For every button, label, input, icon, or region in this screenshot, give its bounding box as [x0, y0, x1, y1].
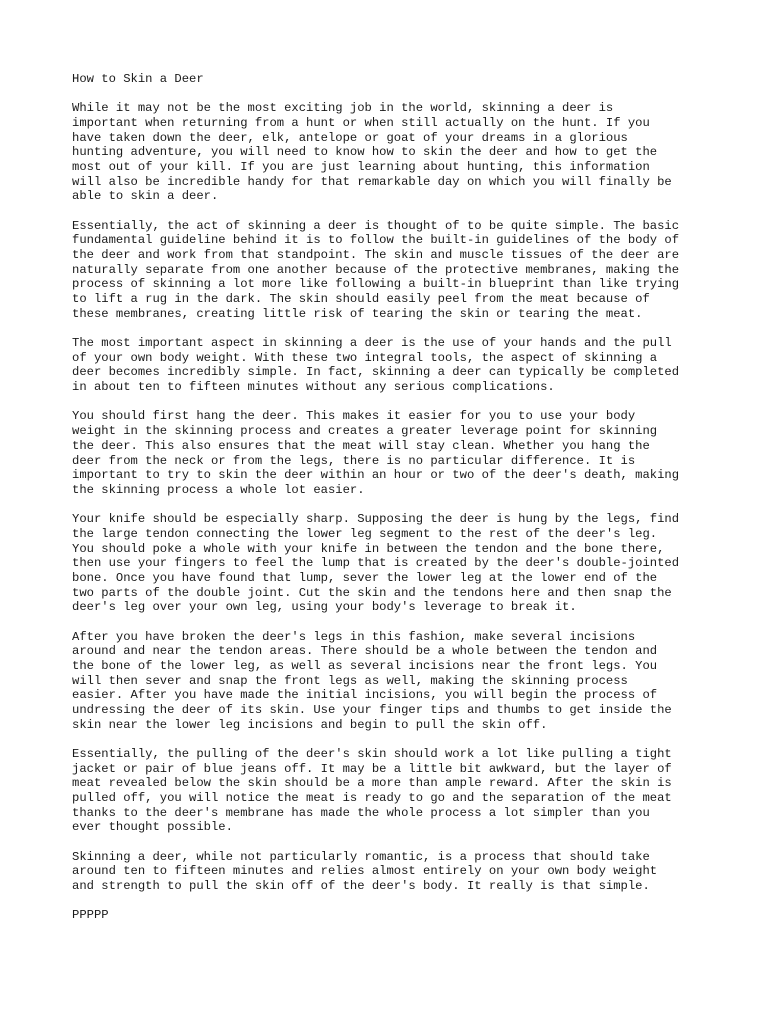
- paragraph: [72, 747, 712, 835]
- paragraph-line: around and near the tendon areas. There should be a whole between the tendon and: [72, 644, 658, 659]
- paragraph-line: deer becomes incredibly simple. In fact, skinning a deer can typically be completed: [72, 365, 680, 380]
- document-footer-block: [72, 908, 712, 923]
- paragraph-line: naturally separate from one another because of the protective membranes, making the: [72, 262, 680, 277]
- paragraph-line: thanks to the deer's membrane has made the whole process a lot simpler than you: [72, 805, 650, 820]
- paragraph-line: ever thought possible.: [72, 820, 233, 835]
- paragraph-line: most out of your kill. If you are just learning about hunting, this information: [72, 160, 650, 175]
- paragraph-line: pulled off, you will notice the meat is ready to go and the separation of the meat: [72, 791, 672, 806]
- paragraph-line: Skinning a deer, while not particularly romantic, is a process that should take: [72, 849, 650, 864]
- paragraph-line: You should poke a whole with your knife in between the tendon and the bone there,: [72, 541, 665, 556]
- paragraph-line: these membranes, creating little risk of tearing the skin or tearing the meat.: [72, 306, 643, 321]
- paragraph: [72, 512, 712, 615]
- paragraph-line: undressing the deer of its skin. Use your finger tips and thumbs to get inside the: [72, 703, 672, 717]
- paragraph-line: around ten to fifteen minutes and relies almost entirely on your own body weight: [72, 864, 658, 879]
- paragraph-line: The most important aspect in skinning a deer is the use of your hands and the pull: [72, 336, 672, 351]
- paragraph-line: have taken down the deer, elk, antelope or goat of your dreams in a glorious: [72, 130, 628, 145]
- paragraph-line: two parts of the double joint. Cut the skin and the tendons here and then snap the: [72, 585, 672, 600]
- paragraph-line: important when returning from a hunt or when still actually on the hunt. If you: [72, 115, 650, 130]
- paragraph-line: the deer. This also ensures that the meat will stay clean. Whether you hang the: [72, 438, 650, 453]
- paragraph-line: deer from the neck or from the legs, there is no particular difference. It is: [72, 453, 636, 468]
- document-footer-text: PPPPP: [72, 908, 109, 923]
- paragraph-line: skin near the lower leg incisions and begin to pull the skin off.: [72, 717, 548, 732]
- paragraph-line: Essentially, the act of skinning a deer is thought of to be quite simple. The basic: [72, 218, 680, 233]
- paragraph-line: Essentially, the pulling of the deer's skin should work a lot like pulling a tight: [72, 746, 672, 761]
- paragraph-line: easier. After you have made the initial incisions, you will begin the process of: [72, 688, 658, 703]
- document-title-block: [72, 72, 712, 87]
- paragraph-line: Your knife should be especially sharp. Supposing the deer is hung by the legs, find: [72, 512, 680, 527]
- paragraph-line: important to try to skin the deer within an hour or two of the deer's death, making: [72, 468, 680, 483]
- paragraph: [72, 850, 712, 894]
- paragraph-line: then use your fingers to feel the lump that is created by the deer's double-jointed: [72, 556, 680, 571]
- paragraph-line: weight in the skinning process and creates a greater leverage point for skinning: [72, 424, 658, 439]
- paragraph-line: of your own body weight. With these two integral tools, the aspect of skinning a: [72, 350, 658, 365]
- document-title: How to Skin a Deer: [72, 72, 204, 86]
- paragraph-line: After you have broken the deer's legs in this fashion, make several incisions: [72, 629, 636, 644]
- paragraph-line: to lift a rug in the dark. The skin should easily peel from the meat because of: [72, 292, 650, 307]
- paragraph: [72, 630, 712, 733]
- paragraph-line: the deer and work from that standpoint. The skin and muscle tissues of the deer are: [72, 248, 680, 263]
- paragraph-line: will also be incredible handy for that remarkable day on which you will finally be: [72, 174, 672, 189]
- paragraph-line: process of skinning a lot more like following a built-in blueprint than like trying: [72, 277, 680, 292]
- paragraph-line: the large tendon connecting the lower leg segment to the rest of the deer's leg.: [72, 526, 658, 541]
- paragraph-line: will then sever and snap the front legs as well, making the skinning process: [72, 673, 628, 688]
- paragraph-line: While it may not be the most exciting job in the world, skinning a deer is: [72, 101, 614, 116]
- paragraph-line: the bone of the lower leg, as well as several incisions near the front legs. You: [72, 658, 658, 673]
- paragraph: [72, 101, 712, 204]
- paragraph-line: able to skin a deer.: [72, 189, 219, 204]
- document-page: [72, 72, 712, 938]
- paragraph-line: fundamental guideline behind it is to follow the built-in guidelines of the body of: [72, 233, 680, 248]
- paragraph-line: bone. Once you have found that lump, sever the lower leg at the lower end of the: [72, 570, 658, 585]
- paragraph-line: meat revealed below the skin should be a more than ample reward. After the skin is: [72, 776, 672, 791]
- paragraph-line: You should first hang the deer. This makes it easier for you to use your body: [72, 409, 636, 424]
- paragraph-line: deer's leg over your own leg, using your body's leverage to break it.: [72, 600, 577, 615]
- paragraph-line: in about ten to fifteen minutes without any serious complications.: [72, 380, 555, 395]
- paragraph-line: and strength to pull the skin off of the deer's body. It really is that simple.: [72, 879, 650, 894]
- document-body: [72, 101, 712, 893]
- paragraph-line: the skinning process a whole lot easier.: [72, 482, 365, 497]
- paragraph: [72, 336, 712, 395]
- paragraph: [72, 409, 712, 497]
- paragraph: [72, 219, 712, 322]
- paragraph-line: hunting adventure, you will need to know how to skin the deer and how to get the: [72, 145, 658, 160]
- paragraph-line: jacket or pair of blue jeans off. It may be a little bit awkward, but the layer of: [72, 761, 672, 776]
